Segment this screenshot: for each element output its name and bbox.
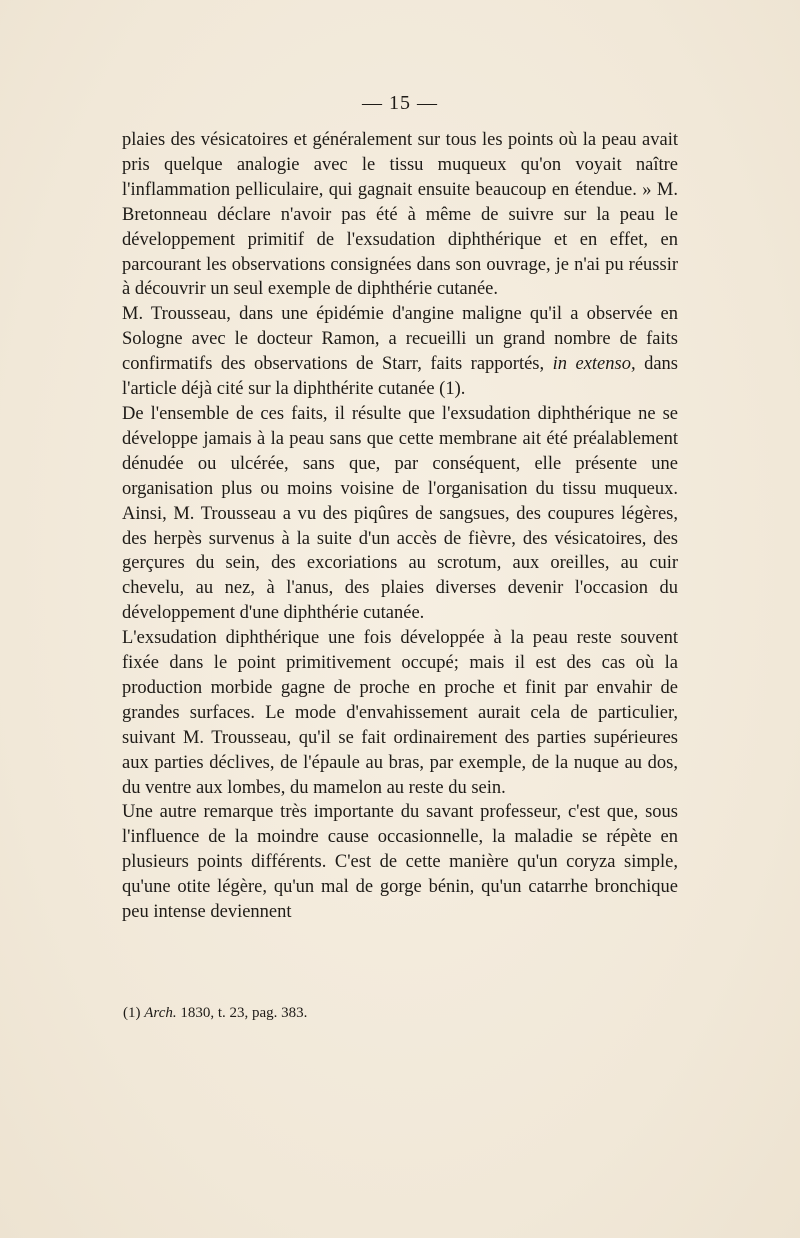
paragraph-text: M. Trousseau, dans une épidémie d'angine maligne qu'il a observée en Sologne avec le docteur Ramon, a recueilli un grand nombre de faits confirmatifs des observations de Starr, faits rapportés,: [122, 304, 678, 375]
body-text: [122, 128, 678, 925]
page-number: — 15 —: [362, 92, 438, 114]
footnote-source: Arch.: [144, 1005, 177, 1021]
footnote: [123, 1003, 679, 1023]
paragraph-3: [122, 402, 678, 626]
paragraph-4: [122, 626, 678, 800]
paragraph-text-continued: dans l'article déjà cité sur la diphthérite cutanée (1).: [122, 354, 678, 400]
footnote-marker: (1): [123, 1005, 141, 1021]
paragraph-text: Une autre remarque très importante du savant professeur, c'est que, sous l'influence de la moindre cause occasionnelle, la maladie se répète en plusieurs points différents. C'est de cette manière qu'un coryza simple, qu'une otite légère, qu'un mal de gorge bénin, qu'un catarrhe bronchique peu intense deviennent: [122, 802, 678, 923]
italic-phrase: in extenso,: [552, 354, 636, 375]
paragraph-text: L'exsudation diphthérique une fois développée à la peau reste souvent fixée dans le point primitivement occupé; mais il est des cas où la production morbide gagne de proche en proche et finit par envahir de grandes surfaces. Le mode d'envahissement aurait cela de particulier, suivant M. Trousseau, qu'il se fait ordinairement des parties supérieures aux parties déclives, de l'épaule au bras, par exemple, de la nuque au dos, du ventre aux lombes, du mamelon au reste du sein.: [122, 628, 678, 798]
paragraph-text: plaies des vésicatoires et généralement sur tous les points où la peau avait pris quelque analogie avec le tissu muqueux qu'on voyait naître l'inflammation pelliculaire, qui gagnait ensuite beaucoup en étendue. » M. Bretonneau déclare n'avoir pas été à même de suivre sur la peau le développement primitif de l'exsudation diphthérique et en effet, en parcourant les observations consignées dans son ouvrage, je n'ai pu réussir à découvrir un seul exemple de diphthérie cutanée.: [122, 130, 678, 300]
paragraph-1: [122, 128, 678, 302]
paragraph-5: [122, 800, 678, 925]
footnote-text: 1830, t. 23, pag. 383.: [180, 1005, 308, 1021]
paragraph-2: [122, 302, 678, 402]
paragraph-text: De l'ensemble de ces faits, il résulte que l'exsudation diphthérique ne se développe jamais à la peau sans que cette membrane ait été préalablement dénudée ou ulcérée, sans que, par conséquent, elle présente une organisation plus ou moins voisine de l'organisation du tissu muqueux. Ainsi, M. Trousseau a vu des piqûres de sangsues, des coupures légères, des herpès survenus à la suite d'un accès de fièvre, des vésicatoires, des gerçures du sein, des excoriations au scrotum, aux oreilles, au cuir chevelu, au nez, à l'anus, des plaies diverses devenir l'occasion du développement d'une diphthérie cutanée.: [122, 403, 678, 624]
